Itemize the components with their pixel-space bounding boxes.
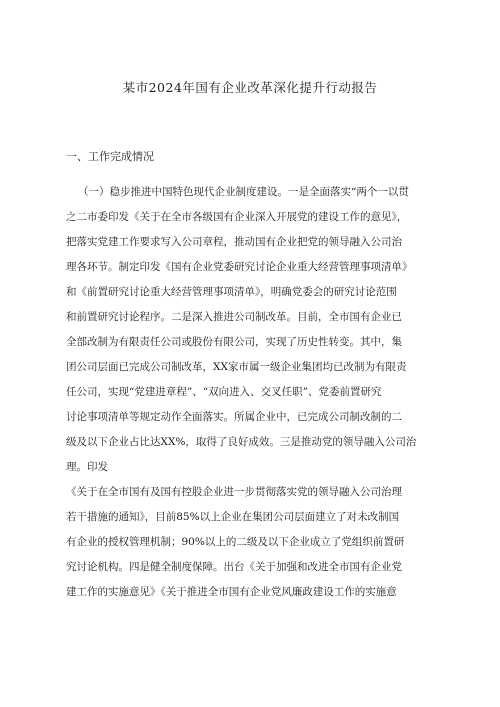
body-line: 之二市委印发《关于在全市各级国有企业深入开展党的建设工作的意见》，	[66, 211, 408, 223]
body-line: 讨论事项清单等规定动作全面落实。所属企业中，已完成公司制改制的二	[66, 411, 402, 423]
section-heading: 一、工作完成情况	[66, 150, 154, 163]
body-line: 理。印发	[66, 461, 108, 473]
body-line: 级及以下企业占比达XX%，取得了良好成效。三是推动党的领导融入公司治	[66, 436, 417, 448]
body-line: 把落实党建工作要求写入公司章程，推动国有企业把党的领导融入公司治	[66, 236, 402, 248]
body-line: 若干措施的通知》，目前85%以上企业在集团公司层面建立了对未改制国	[66, 511, 400, 523]
document-body	[66, 180, 446, 605]
body-line: 全部改制为有限责任公司或股份有限公司，实现了历史性转变。其中，集	[66, 336, 402, 348]
body-line: 任公司，实现“党建进章程”、“双向进入、交叉任职”、党委前置研究	[66, 386, 382, 398]
body-line: 和前置研究讨论程序。二是深入推进公司制改革。目前，全市国有企业已	[66, 311, 402, 323]
document-title: 某市2024年国有企业改革深化提升行动报告	[122, 80, 378, 95]
body-line: 究讨论机构。四是健全制度保障。出台《关于加强和改进全市国有企业党	[66, 561, 402, 573]
body-line: 和《前置研究讨论重大经营管理事项清单》，明确党委会的研究讨论范围	[66, 286, 397, 298]
body-line: 建工作的实施意见》《关于推进全市国有企业党风廉政建设工作的实施意	[66, 586, 397, 598]
body-line: 有企业的授权管理机制；90%以上的二级及以下企业成立了党组织前置研	[66, 536, 405, 548]
body-line: （一）稳步推进中国特色现代企业制度建设。一是全面落实“两个一以贯	[78, 186, 409, 198]
body-line: 团公司层面已完成公司制改革，XX家市属一级企业集团均已改制为有限责	[66, 361, 407, 373]
body-line: 《关于在全市国有及国有控股企业进一步贯彻落实党的领导融入公司治理	[66, 486, 402, 498]
body-line: 理各环节。制定印发《国有企业党委研究讨论企业重大经营管理事项清单》	[66, 261, 413, 273]
